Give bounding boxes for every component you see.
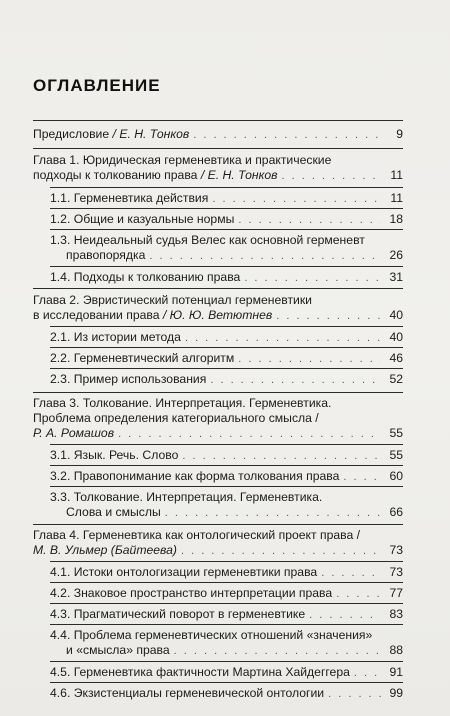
toc-section-4-4-title: 4.4. Проблема герменевтических отношений «значения»: [50, 628, 373, 642]
toc-section-3-3: Слова и смыслы . . . 66: [66, 505, 403, 521]
toc-section-2-1: 2.1. Из истории метода . . . 40: [50, 330, 403, 346]
toc-chapter-1: подходы к толкованию права / Е. Н. Тонков . . . 11: [33, 168, 403, 184]
divider: [50, 187, 403, 188]
toc-section-1-3-title: 1.3. Неидеальный судья Велес как основной герменевт: [50, 233, 365, 247]
divider: [33, 120, 403, 121]
divider: [50, 444, 403, 445]
divider: [50, 624, 403, 625]
divider: [50, 661, 403, 662]
divider: [50, 486, 403, 487]
divider: [50, 266, 403, 267]
toc-heading: ОГЛАВЛЕНИЕ: [33, 76, 161, 95]
toc-section-1-2: 1.2. Общие и казуальные нормы . . . 18: [50, 212, 403, 228]
divider: [50, 368, 403, 369]
toc-entry-preface: Предисловие / Е. Н. Тонков . . . 9: [33, 127, 403, 143]
toc-chapter-3-subtitle: Проблема определения категориального смысла /: [33, 411, 319, 425]
divider: [33, 524, 403, 525]
toc-section-4-6: 4.6. Экзистенциалы герменевической онтологии . . . 99: [50, 686, 403, 702]
toc-chapter-3-title: Глава 3. Толкование. Интерпретация. Герменевтика.: [33, 396, 332, 410]
toc-chapter-2-title: Глава 2. Эвристический потенциал герменевтики: [33, 293, 312, 307]
divider: [50, 603, 403, 604]
toc-chapter-4-title: Глава 4. Герменевтика как онтологический проект права /: [33, 528, 361, 542]
toc-chapter-1-title: Глава 1. Юридическая герменевтика и практические: [33, 153, 332, 167]
toc-section-1-4: 1.4. Подходы к толкованию права . . . 31: [50, 270, 403, 286]
toc-section-1-3: правопорядка . . . 26: [66, 248, 403, 264]
toc-section-4-1: 4.1. Истоки онтологизации герменевтики права . . . 73: [50, 565, 403, 581]
divider: [50, 561, 403, 562]
divider: [50, 208, 403, 209]
divider: [33, 148, 403, 149]
toc-section-1-1: 1.1. Герменевтика действия . . . 11: [50, 191, 403, 207]
toc-section-4-3: 4.3. Прагматический поворот в герменевтике . . . 83: [50, 607, 403, 623]
divider: [33, 288, 403, 289]
toc-section-4-2: 4.2. Знаковое пространство интерпретации права . . . 77: [50, 586, 403, 602]
divider: [50, 326, 403, 327]
divider: [33, 392, 403, 393]
divider: [50, 682, 403, 683]
divider: [50, 465, 403, 466]
toc-section-4-4: и «смысла» права . . . 88: [66, 643, 403, 659]
toc-section-3-1: 3.1. Язык. Речь. Слово . . . 55: [50, 448, 403, 464]
toc-section-4-5: 4.5. Герменевтика фактичности Мартина Хайдеггера . . . 91: [50, 665, 403, 681]
toc-chapter-3: Р. А. Ромашов . . . 55: [33, 426, 403, 442]
toc-chapter-4: М. В. Ульмер (Байтеева) . . . 73: [33, 543, 403, 559]
divider: [50, 229, 403, 230]
divider: [50, 582, 403, 583]
toc-section-2-2: 2.2. Герменевтический алгоритм . . . 46: [50, 351, 403, 367]
toc-section-3-2: 3.2. Правопонимание как форма толкования права . . . 60: [50, 469, 403, 485]
divider: [50, 347, 403, 348]
toc-chapter-2: в исследовании права / Ю. Ю. Ветютнев . . . 40: [33, 308, 403, 324]
toc-section-2-3: 2.3. Пример использования . . . 52: [50, 372, 403, 388]
toc-section-3-3-title: 3.3. Толкование. Интерпретация. Герменевтика.: [50, 490, 323, 504]
